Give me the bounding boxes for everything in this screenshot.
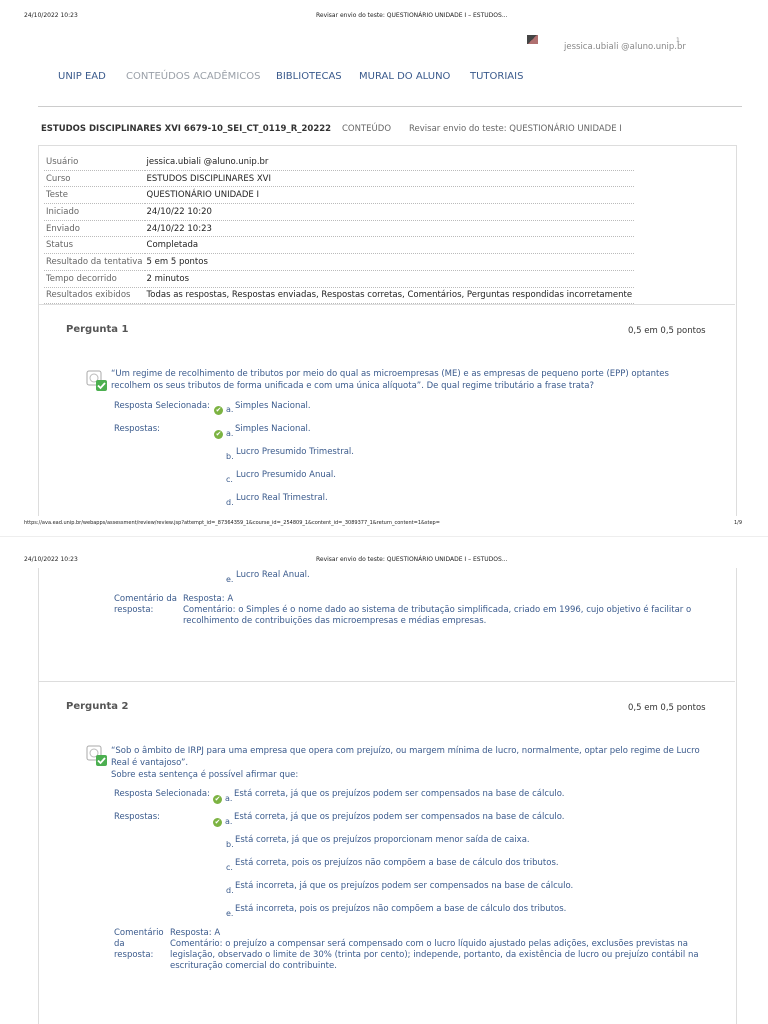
answer-letter: d.: [226, 886, 234, 895]
info-label: Curso: [44, 170, 145, 187]
nav-divider: [38, 106, 742, 107]
answer-letter: c.: [226, 863, 233, 872]
attempt-info-table: [44, 154, 634, 304]
answer-option: Simples Nacional.: [235, 424, 311, 434]
comment-label: Comentário da resposta:: [114, 594, 177, 615]
answer-option: Lucro Real Anual.: [236, 570, 310, 580]
correct-answer-icon: [86, 745, 104, 763]
info-label: Status: [44, 237, 145, 254]
page-break: [0, 536, 768, 537]
answer-option: Está incorreta, já que os prejuízos podem ser compensados na base de cálculo.: [235, 881, 574, 891]
selected-answer-label: Resposta Selecionada:: [114, 789, 210, 799]
info-row: [44, 270, 634, 287]
answers-label: Respostas:: [114, 812, 161, 822]
question-2-points: 0,5 em 0,5 pontos: [628, 703, 706, 713]
selected-answer-label: Resposta Selecionada:: [114, 401, 210, 411]
info-value: 24/10/22 10:23: [145, 220, 635, 237]
answers-label: Respostas:: [114, 424, 161, 434]
info-value: jessica.ubiali @aluno.unip.br: [145, 154, 635, 170]
answer-option: Está correta, já que os prejuízos podem ser compensados na base de cálculo.: [234, 812, 565, 822]
selected-answer-text: Está correta, já que os prejuízos podem ser compensados na base de cálculo.: [234, 789, 565, 799]
info-label: Resultado da tentativa: [44, 254, 145, 271]
section-divider: [38, 304, 735, 305]
check-icon: ✔: [215, 430, 222, 438]
question-1-title: Pergunta 1: [66, 324, 129, 335]
info-value: 2 minutos: [145, 270, 635, 287]
answer-option: Está incorreta, pois os prejuízos não compõem a base de cálculo dos tributos.: [235, 904, 567, 914]
answer-letter: e.: [226, 909, 234, 918]
info-row: [44, 287, 634, 304]
info-value: Todas as respostas, Respostas enviadas, Respostas corretas, Comentários, Perguntas respondidas incorretamente: [145, 287, 635, 304]
print-header-date: 24/10/2022 10:23: [24, 556, 78, 563]
nav-conteudos-academicos[interactable]: CONTEÚDOS ACADÊMICOS: [126, 71, 261, 82]
answer-letter: e.: [226, 575, 234, 584]
comment-label: Comentário da resposta:: [114, 928, 164, 960]
info-row: [44, 187, 634, 204]
answer-letter: a.: [226, 405, 234, 414]
info-label: Resultados exibidos: [44, 287, 145, 304]
info-value: Completada: [145, 237, 635, 254]
answer-comment: Resposta: A Comentário: o prejuízo a compensar será compensado com o lucro líquido ajustado pelas adições, exclusões previstas na legislação, observado o limite de 30% (trinta por cento); independe, portanto, da existência de lucro ou prejuízo contábil na escrituração comercial do contribuinte.: [170, 928, 699, 971]
info-label: Usuário: [44, 154, 145, 170]
answer-option: Lucro Presumido Anual.: [236, 470, 336, 480]
info-value: 24/10/22 10:20: [145, 204, 635, 221]
info-label: Teste: [44, 187, 145, 204]
print-header-title: Revisar envio do teste: QUESTIONÁRIO UNIDADE I – ESTUDOS...: [316, 556, 508, 563]
section-divider: [38, 681, 735, 682]
info-label: Iniciado: [44, 204, 145, 221]
info-row: [44, 154, 634, 170]
info-value: QUESTIONÁRIO UNIDADE I: [145, 187, 635, 204]
question-1-text: “Um regime de recolhimento de tributos por meio do qual as microempresas (ME) e as empresas de pequeno porte (EPP) optantes recolhem os seus tributos de forma unificada e com uma única alíquota”. De qual regime tributário a frase trata?: [111, 369, 669, 391]
answer-option: Lucro Presumido Trimestral.: [236, 447, 354, 457]
answer-option: Está correta, pois os prejuízos não compõem a base de cálculo dos tributos.: [235, 858, 559, 868]
question-2-title: Pergunta 2: [66, 701, 129, 712]
question-2-text: “Sob o âmbito de IRPJ para uma empresa que opera com prejuízo, ou margem mínima de lucro, normalmente, optar pelo regime de Lucro Real é vantajoso”. Sobre esta sentença é possível afirmar que:: [111, 746, 700, 780]
answer-letter: b.: [226, 452, 234, 461]
notification-count[interactable]: 1: [676, 37, 680, 44]
breadcrumb-course[interactable]: ESTUDOS DISCIPLINARES XVI 6679-10_SEI_CT_0119_R_20222: [41, 124, 332, 134]
answer-letter: a.: [226, 429, 234, 438]
correct-answer-icon: [86, 370, 104, 388]
nav-tutoriais[interactable]: TUTORIAIS: [470, 71, 524, 82]
breadcrumb-section[interactable]: CONTEÚDO: [342, 124, 392, 134]
answer-option: Lucro Real Trimestral.: [236, 493, 328, 503]
check-icon: ✔: [214, 795, 221, 803]
info-row: [44, 237, 634, 254]
user-avatar[interactable]: [527, 35, 538, 44]
print-footer-page: 1/9: [734, 520, 743, 526]
answer-letter: c.: [226, 475, 233, 484]
answer-letter: a.: [225, 794, 233, 803]
info-value: 5 em 5 pontos: [145, 254, 635, 271]
answer-letter: d.: [226, 498, 234, 507]
info-row: [44, 204, 634, 221]
info-row: [44, 254, 634, 271]
nav-bibliotecas[interactable]: BIBLIOTECAS: [276, 71, 342, 82]
print-header-date: 24/10/2022 10:23: [24, 12, 78, 19]
check-icon: ✔: [214, 818, 221, 826]
print-footer-url: https://ava.ead.unip.br/webapps/assessment/review/review.jsp?attempt_id=_87364359_1&course_id=_254809_1&content_id=_3089377_1&return_content=1&step=: [24, 520, 440, 526]
info-label: Enviado: [44, 220, 145, 237]
nav-mural-do-aluno[interactable]: MURAL DO ALUNO: [359, 71, 451, 82]
selected-answer-text: Simples Nacional.: [235, 401, 311, 411]
answer-letter: a.: [225, 817, 233, 826]
print-header-title: Revisar envio do teste: QUESTIONÁRIO UNIDADE I – ESTUDOS...: [316, 12, 508, 19]
answer-letter: b.: [226, 840, 234, 849]
user-email[interactable]: jessica.ubiali @aluno.unip.br: [564, 42, 686, 52]
info-value: ESTUDOS DISCIPLINARES XVI: [145, 170, 635, 187]
question-1-points: 0,5 em 0,5 pontos: [628, 326, 706, 336]
info-row: [44, 170, 634, 187]
info-row: [44, 220, 634, 237]
info-label: Tempo decorrido: [44, 270, 145, 287]
answer-option: Está correta, já que os prejuízos proporcionam menor saída de caixa.: [235, 835, 530, 845]
nav-unip-ead[interactable]: UNIP EAD: [58, 71, 106, 82]
breadcrumb-page: Revisar envio do teste: QUESTIONÁRIO UNIDADE I: [409, 124, 622, 134]
check-icon: ✔: [215, 406, 222, 414]
answer-comment: Resposta: A Comentário: o Simples é o nome dado ao sistema de tributação simplificada, criado em 1996, cujo objetivo é facilitar o recolhimento de contribuições das microempresas e médias empresas.: [183, 594, 692, 626]
